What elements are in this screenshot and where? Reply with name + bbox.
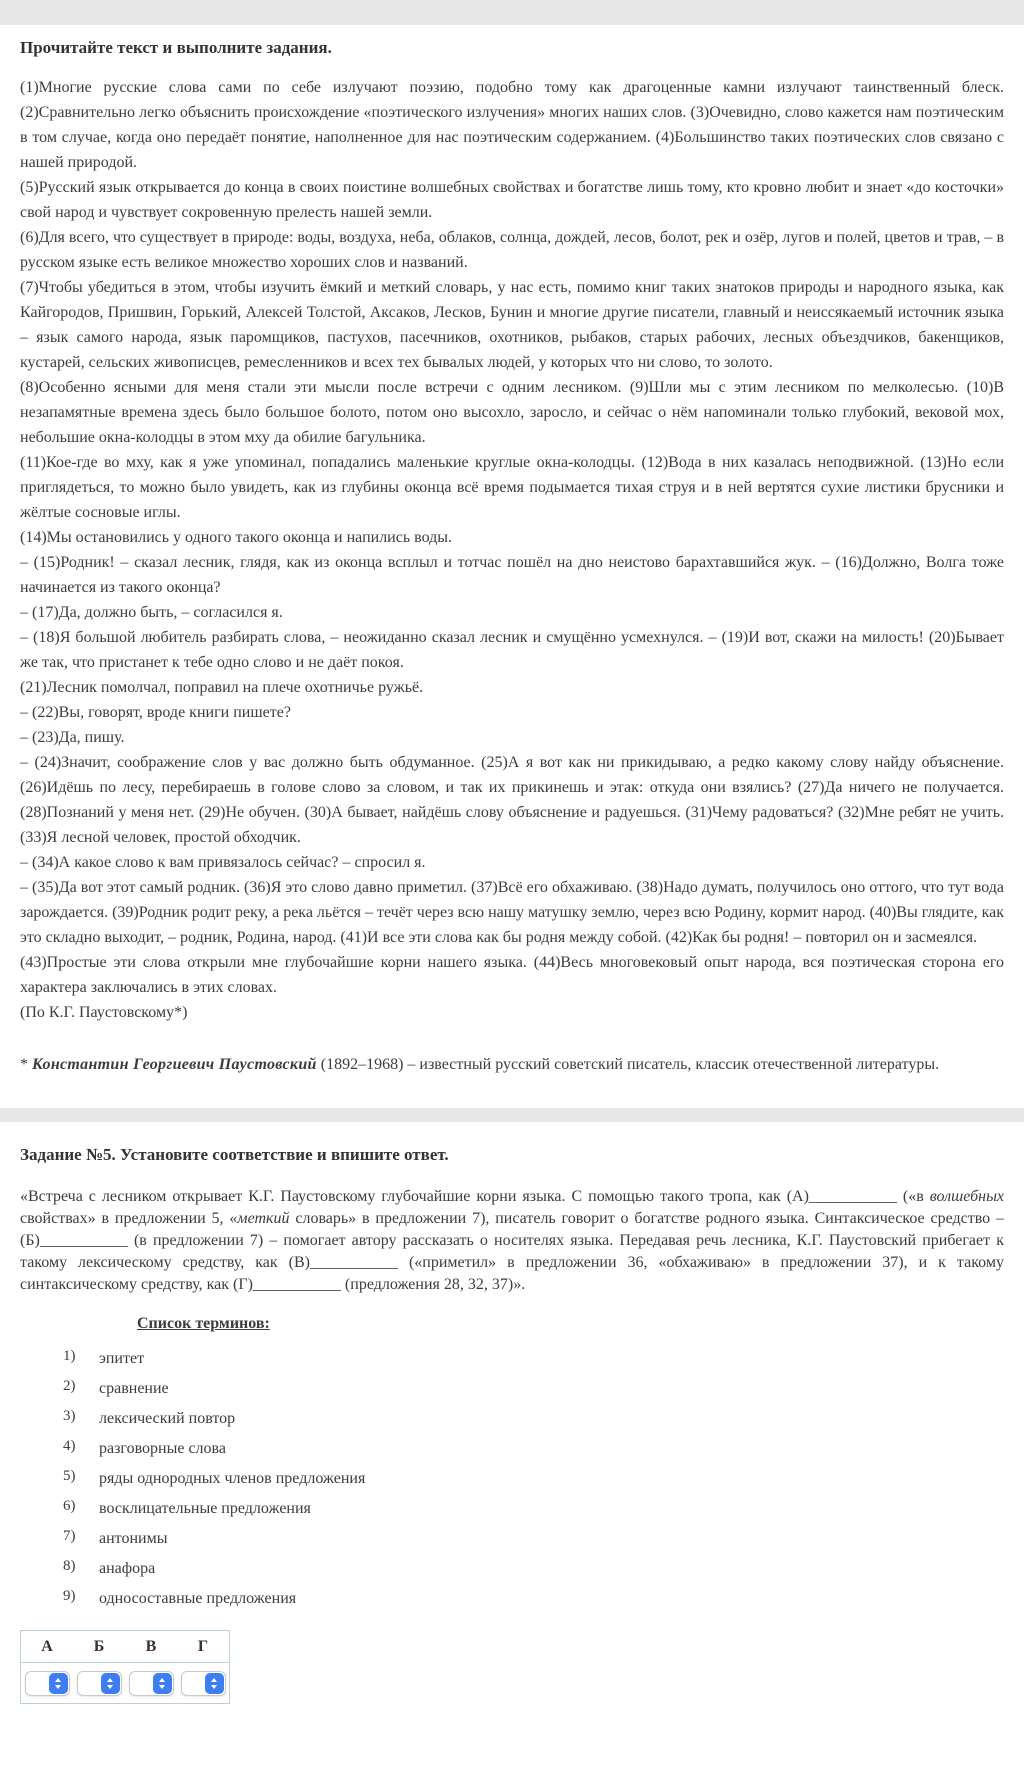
answer-spinner-В[interactable] (129, 1671, 174, 1696)
task-italic-term: меткий (237, 1210, 290, 1227)
term-label: антонимы (99, 1530, 168, 1547)
reading-section (0, 25, 1024, 1078)
task-text-segment: свойствах» в предложении 5, « (20, 1210, 238, 1227)
answer-input-В[interactable] (133, 1673, 153, 1693)
answer-column-header: А (21, 1631, 74, 1663)
stepper-up-down-icon[interactable] (205, 1673, 224, 1694)
answer-table (20, 1630, 230, 1704)
term-list-item (20, 1434, 1004, 1464)
term-number: 4) (63, 1438, 76, 1454)
text-paragraph: – (23)Да, пишу. (20, 729, 125, 746)
term-number: 7) (63, 1528, 76, 1544)
text-paragraph: (11)Кое-где во мху, как я уже упоминал, попадались маленькие круглые окна-колодцы. (12)Вода в них казалась неподвижной. (13)Но если приглядеться, то можно было увидеть, как из глубины оконца всё время подымается тихая струя и в ней вертятся сухие листики брусники и жёлтые сосновые иглы. (20, 454, 1004, 521)
term-label: восклицательные предложения (99, 1500, 311, 1517)
text-paragraph: – (15)Родник! – сказал лесник, глядя, как из оконца всплыл и тотчас пошёл на дно неистово барахтавшийся жук. – (16)Должно, Волга тоже начинается из такого оконца? (20, 554, 1004, 596)
term-label: лексический повтор (99, 1410, 236, 1427)
term-number: 9) (63, 1588, 76, 1604)
term-label: анафора (99, 1560, 156, 1577)
task-text-segment: «Встреча с лесником открывает К.Г. Паустовскому глубочайшие корни языка. С помощью такого тропа, как (А)___________ («в (20, 1188, 930, 1205)
term-label: односоставные предложения (99, 1590, 297, 1607)
answer-column-header: Г (177, 1631, 230, 1663)
term-label: эпитет (99, 1350, 145, 1367)
task-italic-term: волшебных (929, 1188, 1004, 1205)
reading-text (20, 75, 1004, 1025)
answer-spinner-А[interactable] (25, 1671, 70, 1696)
text-paragraph: – (24)Значит, соображение слов у вас должно быть обдуманное. (25)А я вот как ни прикидываю, а редко какому слову найду объяснение. (26)Идёшь по лесу, перебираешь в голове слово за словом, и так их прикинешь и этак: откуда они взялись? (27)Да ничего не получается. (28)Познаний у меня нет. (29)Не обучен. (30)А бывает, найдёшь слову объяснение и радуешься. (31)Чему радоваться? (32)Мне ребят не учить. (33)Я лесной человек, простой обходчик. (20, 754, 1004, 846)
term-list-item (20, 1584, 1004, 1614)
term-number: 3) (63, 1408, 76, 1424)
answer-spinner-Г[interactable] (181, 1671, 226, 1696)
answer-cell (73, 1663, 125, 1704)
answer-column-header: Б (73, 1631, 125, 1663)
term-number: 8) (63, 1558, 76, 1574)
chevron-up-icon (211, 1678, 217, 1682)
stepper-up-down-icon[interactable] (101, 1673, 120, 1694)
answer-cell (177, 1663, 230, 1704)
chevron-up-icon (55, 1678, 61, 1682)
answer-input-Б[interactable] (81, 1673, 101, 1693)
term-number: 2) (63, 1378, 76, 1394)
text-paragraph: – (17)Да, должно быть, – согласился я. (20, 604, 283, 621)
term-list-item (20, 1374, 1004, 1404)
task-text-segment: словарь» в предложении 7), писатель говорит о богатстве родного языка. Синтаксическое средство – (Б)___________ (в предложении 7) – помогает автору рассказать о носителях языка. Передавая речь лесника, К.Г. Паустовский прибегает к такому лексическому средству, как (В)___________ («приметил» в предложении 36, «обхаживаю» в предложении 37), и к такому синтаксическому средству, как (Г)___________ (предложения 28, 32, 37)». (20, 1210, 1005, 1293)
term-label: ряды однородных членов предложения (99, 1470, 366, 1487)
task-section (0, 1122, 1024, 1744)
answer-input-А[interactable] (29, 1673, 49, 1693)
term-label: сравнение (99, 1380, 169, 1397)
text-paragraph: (По К.Г. Паустовскому*) (20, 1004, 188, 1021)
text-paragraph: (8)Особенно ясными для меня стали эти мысли после встречи с одним лесником. (9)Шли мы с этим лесником по мелколесью. (10)В незапамятные времена здесь было большое болото, потом оно высохло, заросло, и сейчас о нём напоминали только глубокий, вековой мох, небольшие окна-колодцы в этом мху да обилие багульника. (20, 379, 1004, 446)
chevron-down-icon (55, 1685, 61, 1689)
text-paragraph: (1)Многие русские слова сами по себе излучают поэзию, подобно тому как драгоценные камни излучают таинственный блеск. (2)Сравнительно легко объяснить происхождение «поэтического излучения» многих наших слов. (3)Очевидно, слово кажется нам поэтическим в том случае, когда оно передаёт понятие, наполненное для нас поэтическим содержанием. (4)Большинство таких поэтических слов связано с нашей природой. (20, 79, 1004, 171)
terms-list-heading: Список терминов: (137, 1315, 270, 1332)
chevron-down-icon (107, 1685, 113, 1689)
term-list-item (20, 1344, 1004, 1374)
author-footnote (20, 1051, 1004, 1078)
chevron-up-icon (159, 1678, 165, 1682)
answer-column-header: В (125, 1631, 177, 1663)
answer-cell (21, 1663, 74, 1704)
footnote-description: (1892–1968) – известный русский советский писатель, классик отечественной литературы. (316, 1056, 940, 1073)
stepper-up-down-icon[interactable] (153, 1673, 172, 1694)
text-paragraph: – (34)А какое слово к вам привязалось сейчас? – спросил я. (20, 854, 426, 871)
term-list-item (20, 1404, 1004, 1434)
terms-list (20, 1344, 1004, 1614)
answer-spinner-Б[interactable] (77, 1671, 122, 1696)
term-number: 5) (63, 1468, 76, 1484)
section-divider-band (0, 1108, 1024, 1122)
text-paragraph: – (22)Вы, говорят, вроде книги пишете? (20, 704, 291, 721)
chevron-up-icon (107, 1678, 113, 1682)
chevron-down-icon (211, 1685, 217, 1689)
text-paragraph: (43)Простые эти слова открыли мне глубочайшие корни нашего языка. (44)Весь многовековый опыт народа, вся поэтическая сторона его характера заключались в этих словах. (20, 954, 1004, 996)
answer-cell (125, 1663, 177, 1704)
text-paragraph: (21)Лесник помолчал, поправил на плече охотничье ружьё. (20, 679, 424, 696)
term-number: 1) (63, 1348, 76, 1364)
term-number: 6) (63, 1498, 76, 1514)
answer-input-Г[interactable] (185, 1673, 205, 1693)
text-paragraph: (6)Для всего, что существует в природе: воды, воздуха, неба, облаков, солнца, дождей, лесов, болот, рек и озёр, лугов и полей, цветов и трав, – в русском языке есть великое множество хороших слов и названий. (20, 229, 1004, 271)
term-label: разговорные слова (99, 1440, 226, 1457)
stepper-up-down-icon[interactable] (49, 1673, 68, 1694)
text-paragraph: (7)Чтобы убедиться в этом, чтобы изучить ёмкий и меткий словарь, у нас есть, помимо книг таких знатоков природы и народного языка, как Кайгородов, Пришвин, Горький, Алексей Толстой, Аксаков, Лесков, Бунин и многие другие писатели, главный и неиссякаемый источник языка – язык самого народа, язык паромщиков, пастухов, пасечников, охотников, рыбаков, старых рабочих, лесных объездчиков, бакенщиков, кустарей, сельских живописцев, ремесленников и всех тех бывалых людей, у которых что ни слово, то золото. (20, 279, 1004, 371)
bottom-whitespace (20, 1704, 1004, 1744)
term-list-item (20, 1494, 1004, 1524)
footnote-author-name: Константин Георгиевич Паустовский (32, 1056, 317, 1073)
text-paragraph: (5)Русский язык открывается до конца в своих поистине волшебных свойствах и богатстве лишь тому, кто кровно любит и знает «до косточки» свой народ и чувствует сокровенную прелесть нашей земли. (20, 179, 1004, 221)
term-list-item (20, 1524, 1004, 1554)
task-heading: Задание №5. Установите соответствие и впишите ответ. (20, 1145, 449, 1164)
chevron-down-icon (159, 1685, 165, 1689)
term-list-item (20, 1554, 1004, 1584)
instructions-heading: Прочитайте текст и выполните задания. (20, 38, 332, 57)
text-paragraph: – (18)Я большой любитель разбирать слова, – неожиданно сказал лесник и смущённо усмехнулся. – (19)И вот, скажи на милость! (20)Бывает же так, что пристанет к тебе одно слово и не даёт покоя. (20, 629, 1004, 671)
answer-table-input-row (21, 1663, 230, 1704)
text-paragraph: – (35)Да вот этот самый родник. (36)Я это слово давно приметил. (37)Всё его обхаживаю. (38)Надо думать, получилось оно оттого, что тут вода зарождается. (39)Родник родит реку, а река льётся – течёт через всю нашу матушку землю, через всю Родину, кормит народ. (40)Вы глядите, как это складно выходит, – родник, Родина, народ. (41)И все эти слова как бы родня между собой. (42)Как бы родня! – повторил он и засмеялся. (20, 879, 1004, 946)
footnote-asterisk: * (20, 1056, 32, 1073)
answer-table-header-row (21, 1631, 230, 1663)
top-gray-band (0, 0, 1024, 25)
term-list-item (20, 1464, 1004, 1494)
task-paragraph (20, 1186, 1004, 1296)
text-paragraph: (14)Мы остановились у одного такого оконца и напились воды. (20, 529, 453, 546)
